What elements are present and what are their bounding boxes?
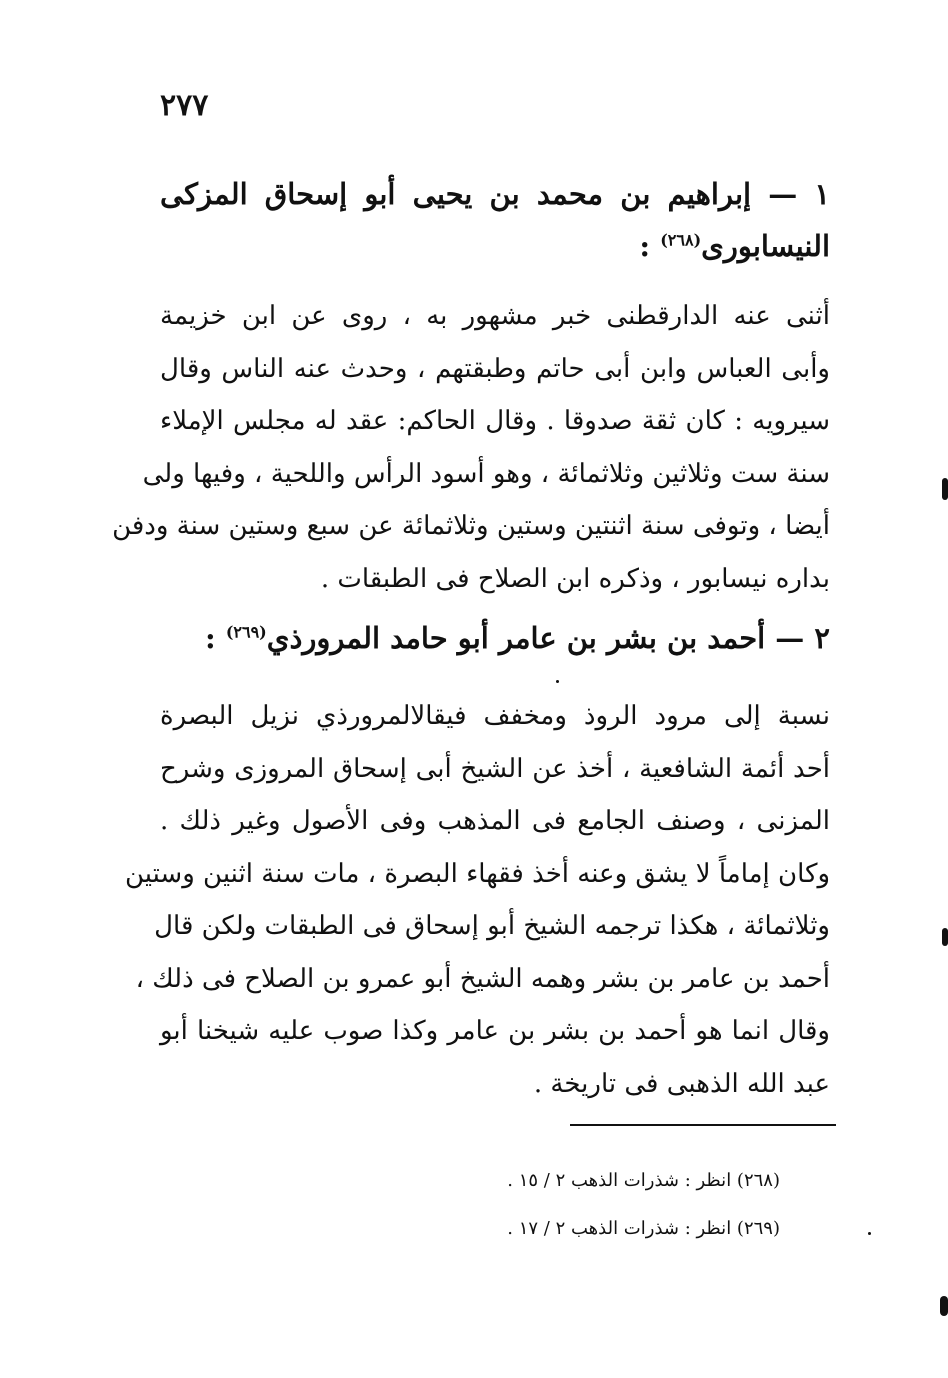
body-line: أثنى عنه الدارقطنى خبر مشهور به ، روى عن ابن خزيمة [160,301,830,331]
body-line: وقال انما هو أحمد بن بشر بن عامر وكذا صوب عليه شيخنا أبو [160,1016,830,1046]
entry-2-title-colon: : [204,621,216,655]
scan-edge-mark [942,928,948,946]
footnote-separator [570,1124,836,1126]
entry-1-title-colon: : [639,229,651,263]
scan-edge-mark [942,478,948,500]
body-line: أحمد بن عامر بن بشر وهمه الشيخ أبو عمرو بن الصلاح فى ذلك ، [135,963,830,994]
entry-1-footnote-ref[interactable]: (٢٦٨) [660,230,702,250]
scan-edge-mark [940,1296,948,1316]
body-line: وكان إماماً لا يشق وعنه أخذ فقهاء البصرة ، مات سنة اثنين وستين [124,858,830,889]
footnote-268: (٢٦٨) انظر : شذرات الذهب ٢ / ١٥ . [507,1170,780,1191]
body-line: أيضا ، وتوفى سنة اثنتين وستين وثلاثمائة عن سبع وستين سنة ودفن [112,511,830,541]
scan-speck [556,680,559,683]
entry-1-heading [160,168,830,272]
body-line: وثلاثمائة ، هكذا ترجمه الشيخ أبو إسحاق فى الطبقات ولكن قال [154,911,830,941]
body-line: المزنى ، وصنف الجامع فى المذهب وفى الأصول وغير ذلك . [160,806,830,836]
entry-2-body [124,690,830,1110]
entry-2-footnote-ref[interactable]: (٢٦٩) [225,622,267,642]
body-line: أحد أئمة الشافعية ، أخذ عن الشيخ أبى إسحاق المروزى وشرح [160,753,830,784]
entry-2-heading [160,612,830,664]
body-line: وأبى العباس وابن أبى حاتم وطبقتهم ، وحدث عنه الناس وقال [160,353,830,384]
scan-speck [868,1232,871,1235]
body-line: عبد الله الذهبى فى تاريخة . [533,1068,830,1099]
entry-1-title: ١ — إبراهيم بن محمد بن يحيى أبو إسحاق المزكى النيسابورى [160,177,830,263]
footnote-269: (٢٦٩) انظر : شذرات الذهب ٢ / ١٧ . [507,1218,780,1239]
body-line: سيرويه : كان ثقة صدوقا . وقال الحاكم: عقد له مجلس الإملاء [160,406,830,436]
entry-1-body [112,290,830,605]
body-line: سنة ست وثلاثين وثلاثمائة ، وهو أسود الرأس واللحية ، وفيها ولى [142,458,830,489]
page-number: ٢٧٧ [160,88,209,123]
body-line: بداره نيسابور ، وذكره ابن الصلاح فى الطبقات . [320,563,830,594]
body-line: نسبة إلى مرود الروذ ومخفف فيقالالمرورذي نزيل البصرة [160,701,830,731]
entry-2-title: ٢ — أحمد بن بشر بن عامر أبو حامد المرورذي [266,621,830,655]
